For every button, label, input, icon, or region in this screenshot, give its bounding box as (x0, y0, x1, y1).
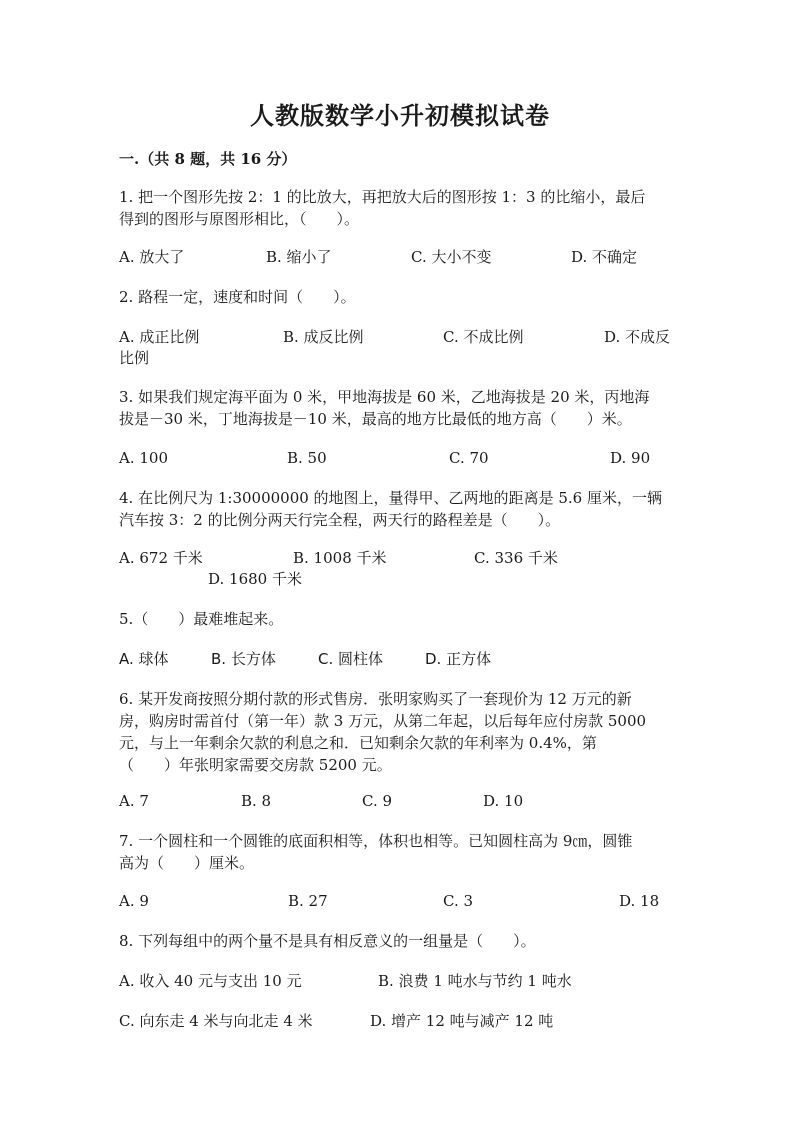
question-line: 元，与上一年剩余欠款的利息之和．已知剩余欠款的年利率为 0.4%，第 (119, 734, 597, 752)
option-b: B. 27 (288, 892, 328, 910)
options-2 (119, 326, 684, 348)
question-line: 4. 在比例尺为 1:30000000 的地图上，量得甲、乙两地的距离是 5.6 厘米，一辆 (119, 489, 662, 507)
option-c: C. 圆柱体 (318, 650, 384, 668)
option-d: D. 不确定 (571, 248, 638, 266)
options-7 (119, 890, 684, 912)
option-d: D. 1680 千米 (208, 570, 302, 588)
question-line: 2. 路程一定，速度和时间（ ）。 (119, 288, 356, 306)
question-5 (119, 608, 684, 630)
question-line: 高为（ ）厘米。 (119, 854, 255, 872)
option-a: A. 放大了 (119, 248, 185, 266)
options-4-wrap (119, 568, 684, 590)
options-2-wrap (119, 347, 684, 369)
option-a: A. 100 (119, 449, 168, 467)
option-d: D. 正方体 (425, 650, 492, 668)
option-c: C. 3 (443, 892, 474, 910)
question-7 (119, 830, 684, 874)
option-d: D. 不成反 (604, 328, 671, 346)
option-a: A. 9 (119, 892, 149, 910)
option-c: C. 9 (362, 792, 393, 810)
question-line: 1. 把一个图形先按 2：1 的比放大，再把放大后的图形按 1：3 的比缩小，最后 (119, 188, 646, 206)
question-line: 6. 某开发商按照分期付款的形式售房．张明家购买了一套现价为 12 万元的新 (119, 690, 632, 708)
option-a: A. 球体 (119, 650, 169, 668)
question-1 (119, 186, 684, 230)
option-c: C. 不成比例 (443, 328, 524, 346)
option-d: D. 18 (619, 892, 660, 910)
question-line: 3. 如果我们规定海平面为 0 米，甲地海拔是 60 米，乙地海拔是 20 米，丙地海 (119, 388, 650, 406)
options-6 (119, 790, 684, 812)
option-a: A. 收入 40 元与支出 10 元 (119, 972, 302, 990)
question-line: 得到的图形与原图形相比，（ ）。 (119, 210, 360, 228)
option-c: C. 向东走 4 米与向北走 4 米 (119, 1012, 313, 1030)
question-2 (119, 286, 684, 308)
option-a: A. 成正比例 (119, 328, 200, 346)
question-8 (119, 930, 684, 952)
question-line: 拔是－30 米，丁地海拔是－10 米，最高的地方比最低的地方高（ ）米。 (119, 410, 632, 428)
option-b: B. 长方体 (211, 650, 276, 668)
option-a: A. 672 千米 (119, 549, 203, 567)
question-3 (119, 386, 684, 430)
question-line: 5.（ ）最难堆起来。 (119, 610, 284, 628)
option-b: B. 成反比例 (283, 328, 364, 346)
options-8-row1 (119, 970, 684, 992)
page-title: 人教版数学小升初模拟试卷 (250, 101, 550, 130)
question-line: 房，购房时需首付（第一年）款 3 万元，从第二年起，以后每年应付房款 5000 (119, 712, 647, 730)
option-b: B. 50 (287, 449, 327, 467)
option-c: C. 70 (449, 449, 489, 467)
question-6 (119, 688, 684, 776)
option-d-continued: 比例 (119, 349, 150, 367)
option-d: D. 增产 12 吨与减产 12 吨 (370, 1012, 554, 1030)
section-heading: 一.（共 8 题，共 16 分） (119, 150, 297, 168)
option-b: B. 浪费 1 吨水与节约 1 吨水 (378, 972, 572, 990)
option-c: C. 336 千米 (474, 549, 558, 567)
options-3 (119, 447, 684, 469)
options-8-row2 (119, 1010, 684, 1032)
question-line: （ ）年张明家需要交房款 5200 元。 (119, 756, 392, 774)
options-1 (119, 246, 684, 268)
option-b: B. 缩小了 (266, 248, 332, 266)
question-line: 8. 下列每组中的两个量不是具有相反意义的一组量是（ ）。 (119, 932, 536, 950)
option-d: D. 90 (610, 449, 651, 467)
option-d: D. 10 (483, 792, 524, 810)
question-line: 汽车按 3：2 的比例分两天行完全程，两天行的路程差是（ ）。 (119, 511, 561, 529)
options-4 (119, 547, 684, 569)
option-a: A. 7 (119, 792, 149, 810)
option-c: C. 大小不变 (411, 248, 492, 266)
option-b: B. 1008 千米 (293, 549, 387, 567)
question-4 (119, 487, 684, 531)
question-line: 7. 一个圆柱和一个圆锥的底面积相等，体积也相等。已知圆柱高为 9㎝，圆锥 (119, 832, 633, 850)
options-5 (119, 648, 684, 670)
option-b: B. 8 (241, 792, 272, 810)
